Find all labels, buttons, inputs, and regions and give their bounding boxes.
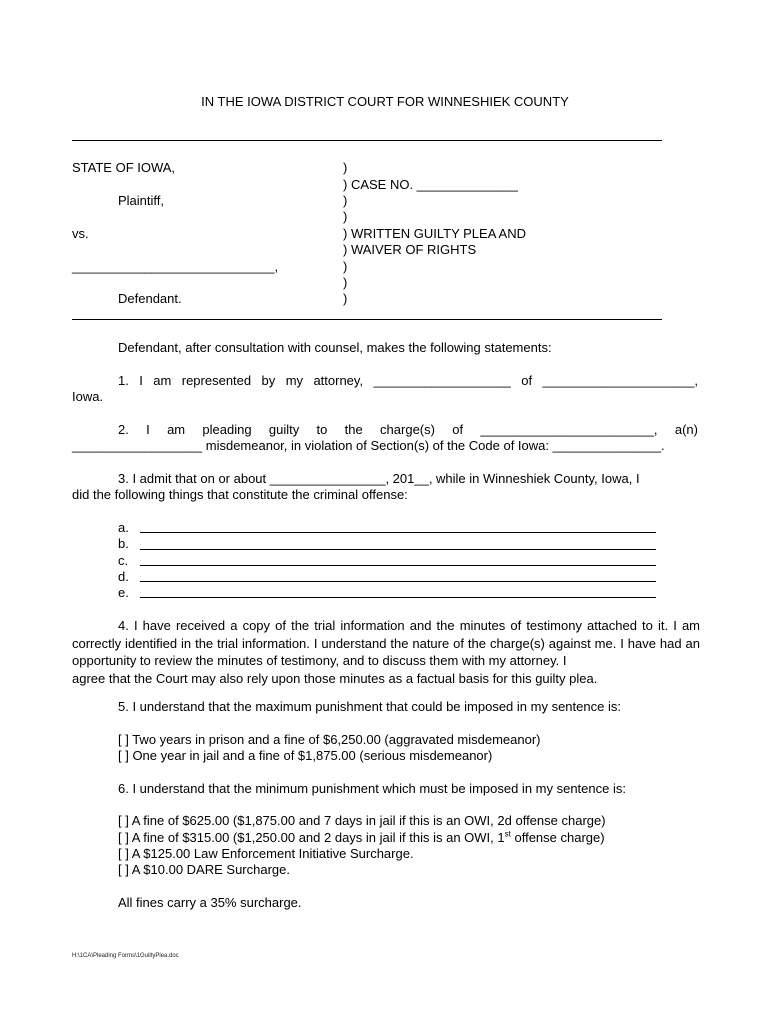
offense-line bbox=[140, 549, 656, 550]
court-title: IN THE IOWA DISTRICT COURT FOR WINNESHIEK COUNTY bbox=[201, 94, 569, 109]
caption-defendant: Defendant. bbox=[118, 291, 182, 306]
intro-statement: Defendant, after consultation with counsel, makes the following statements: bbox=[118, 340, 552, 355]
statement-2-word: guilty bbox=[268, 422, 300, 437]
caption-paren: ) bbox=[343, 160, 348, 175]
offense-item-label: c. bbox=[118, 553, 129, 568]
statement-2-line2: __________________ misdemeanor, in violation of Section(s) of the Code of Iowa: _______________. bbox=[72, 438, 665, 453]
statement-1-word: my bbox=[285, 373, 304, 388]
caption-plaintiff: Plaintiff, bbox=[118, 193, 165, 208]
statement-3-line1: 3. I admit that on or about ________________, 201__, while in Winneshiek County, Iowa, I bbox=[118, 471, 640, 486]
statement-2-word: the bbox=[344, 422, 363, 437]
statement-1-word: of bbox=[521, 373, 533, 388]
caption-paren: ) bbox=[343, 275, 348, 290]
statement-1-line2: Iowa. bbox=[72, 389, 104, 404]
statement-5: 5. I understand that the maximum punishment that could be imposed in my sentence is: bbox=[118, 699, 621, 714]
caption-vs: vs. bbox=[72, 226, 89, 241]
caption-paren: ) bbox=[343, 209, 348, 224]
offense-item-label: e. bbox=[118, 585, 129, 600]
statement-1-word: represented bbox=[181, 373, 252, 388]
min-punishment-option-owi-1st[interactable] bbox=[118, 830, 605, 846]
surcharge-note: All fines carry a 35% surcharge. bbox=[118, 895, 302, 910]
statement-2-word: to bbox=[316, 422, 328, 437]
statement-1-line1 bbox=[118, 373, 698, 389]
min-punishment-option-dare-surcharge[interactable]: [ ] A $10.00 DARE Surcharge. bbox=[118, 862, 290, 877]
min-punishment-option-owi-2d[interactable]: [ ] A fine of $625.00 ($1,875.00 and 7 days in jail if this is an OWI, 2d offense charge) bbox=[118, 813, 606, 828]
offense-line bbox=[140, 565, 656, 566]
offense-item-label: b. bbox=[118, 536, 129, 551]
offense-item-label: d. bbox=[118, 569, 129, 584]
offense-line bbox=[140, 581, 656, 582]
statement-1-word: am bbox=[153, 373, 172, 388]
statement-1-word: 1. bbox=[118, 373, 129, 388]
caption-defendant-blank: ____________________________, bbox=[72, 259, 279, 274]
statement-2-word: 2. bbox=[118, 422, 129, 437]
max-punishment-option-serious[interactable]: [ ] One year in jail and a fine of $1,875.00 (serious misdemeanor) bbox=[118, 748, 493, 763]
charge-blank: ________________________, bbox=[480, 422, 658, 437]
statement-2-word: a(n) bbox=[674, 422, 698, 437]
statement-1-word: attorney, bbox=[313, 373, 364, 388]
caption-paren: ) bbox=[343, 193, 348, 208]
statement-6: 6. I understand that the minimum punishment which must be imposed in my sentence is: bbox=[118, 781, 626, 796]
caption-paren: ) bbox=[343, 259, 348, 274]
statement-4 bbox=[72, 617, 700, 687]
statement-2-word: I bbox=[146, 422, 150, 437]
offense-line bbox=[140, 532, 656, 533]
statement-1-word: by bbox=[261, 373, 276, 388]
statement-2-line1 bbox=[118, 422, 698, 438]
caption-bottom-rule bbox=[72, 319, 662, 320]
case-number: ) CASE NO. ______________ bbox=[343, 177, 518, 192]
attorney-city-blank: _____________________, bbox=[542, 373, 698, 388]
document-title-line1: ) WRITTEN GUILTY PLEA AND bbox=[343, 226, 526, 241]
option-text: [ ] A fine of $315.00 ($1,250.00 and 2 days in jail if this is an OWI, 1 bbox=[118, 830, 505, 845]
statement-2-word: pleading bbox=[202, 422, 252, 437]
offense-line bbox=[140, 597, 656, 598]
statement-4-text: 4. I have received a copy of the trial information and the minutes of testimony attached to it. I am correctly identified in the trial information. I understand the nature of the charge(s) against me. I have had an opportunity to review the minutes of testimony, and to discuss them with my attorney. I bbox=[72, 618, 700, 669]
option-text: offense charge) bbox=[510, 830, 605, 845]
caption-top-rule bbox=[72, 140, 662, 141]
offense-item-label: a. bbox=[118, 520, 129, 535]
statement-3-line2: did the following things that constitute the criminal offense: bbox=[72, 487, 408, 502]
statement-2-word: am bbox=[167, 422, 186, 437]
statement-4-last-line: agree that the Court may also rely upon those minutes as a factual basis for this guilty plea. bbox=[72, 670, 598, 686]
statement-2-word: of bbox=[452, 422, 464, 437]
ordinal-suffix: st bbox=[504, 829, 511, 839]
caption-state: STATE OF IOWA, bbox=[72, 160, 176, 175]
attorney-blank: ___________________ bbox=[373, 373, 511, 388]
file-path-footer: H:\1CA\Pleading Forms\1GuiltyPlea.doc bbox=[72, 953, 179, 959]
caption-paren: ) bbox=[343, 291, 348, 306]
min-punishment-option-lei-surcharge[interactable]: [ ] A $125.00 Law Enforcement Initiative Surcharge. bbox=[118, 846, 414, 861]
document-title-line2: ) WAIVER OF RIGHTS bbox=[343, 242, 477, 257]
statement-1-word: I bbox=[139, 373, 143, 388]
max-punishment-option-aggravated[interactable]: [ ] Two years in prison and a fine of $6,250.00 (aggravated misdemeanor) bbox=[118, 732, 541, 747]
statement-2-word: charge(s) bbox=[380, 422, 435, 437]
